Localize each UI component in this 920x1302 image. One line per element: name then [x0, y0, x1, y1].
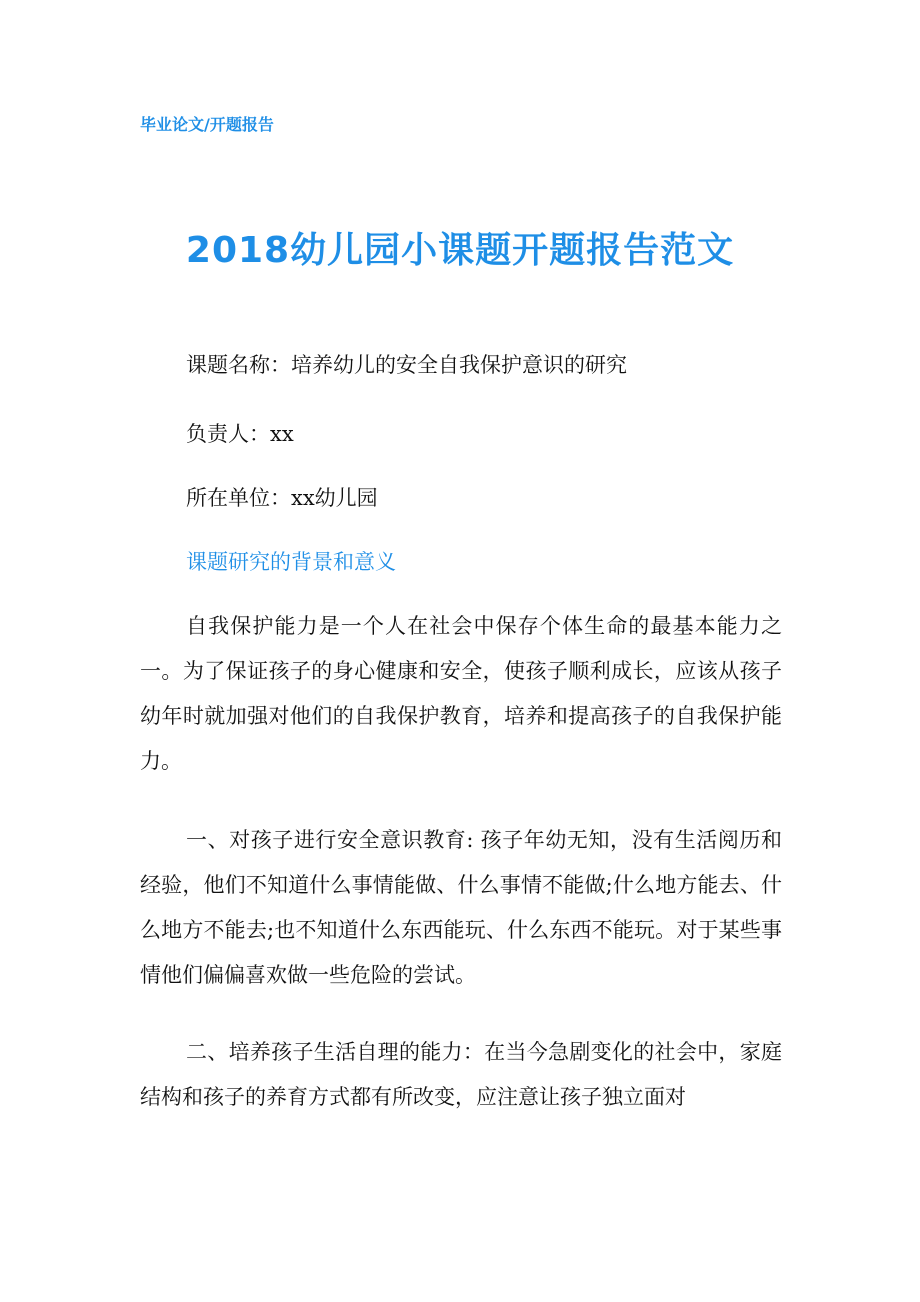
owner-line: 负责人：xx [186, 422, 294, 446]
body-paragraph: 二、培养孩子生活自理的能力：在当今急剧变化的社会中，家庭结构和孩子的养育方式都有所改变，应注意让孩子独立面对 [140, 1040, 782, 1109]
document-title: 2018幼儿园小课题开题报告范文 [185, 230, 735, 271]
category-label: 毕业论文/开题报告 [140, 115, 274, 134]
unit-line: 所在单位：xx幼儿园 [186, 486, 378, 510]
section-heading: 课题研究的背景和意义 [186, 550, 396, 574]
body-paragraph: 自我保护能力是一个人在社会中保存个体生命的最基本能力之一。为了保证孩子的身心健康和安全，使孩子顺利成长，应该从孩子幼年时就加强对他们的自我保护教育，培养和提高孩子的自我保护能力。 [140, 614, 782, 773]
topic-name: 课题名称：培养幼儿的安全自我保护意识的研究 [186, 353, 627, 377]
body-paragraph: 一、对孩子进行安全意识教育: 孩子年幼无知，没有生活阅历和经验，他们不知道什么事情能做、什么事情不能做;什么地方能去、什么地方不能去;也不知道什么东西能玩、什么东西不能玩。对于某些事情他们偏偏喜欢做一些危险的尝试。 [140, 828, 782, 987]
